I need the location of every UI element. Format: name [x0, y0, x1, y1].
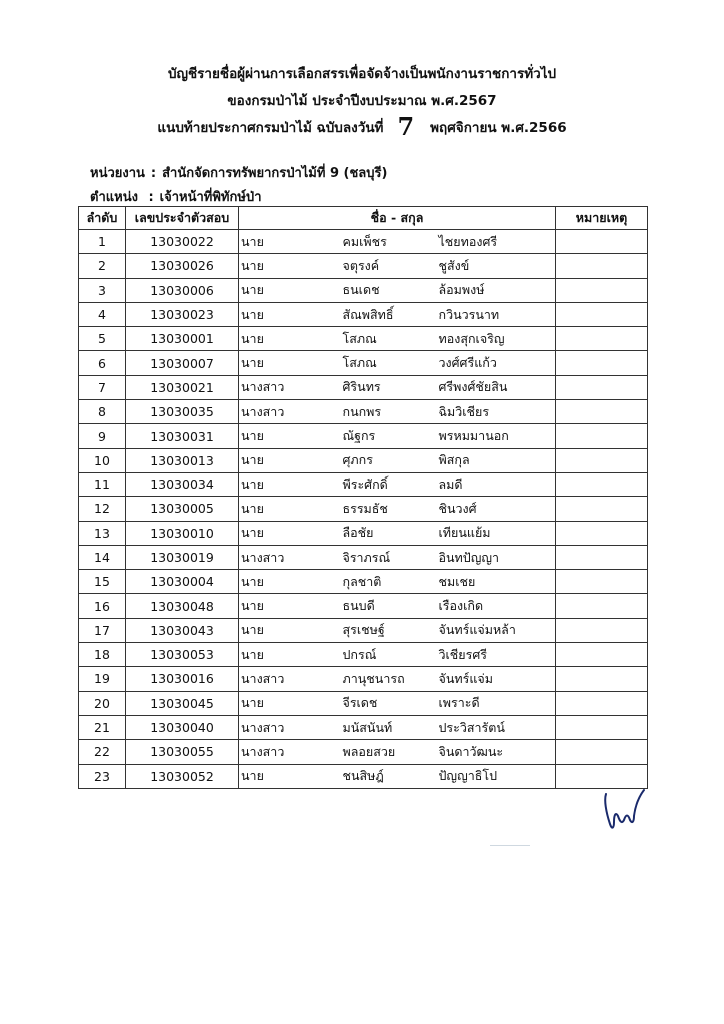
row-order: 12 — [79, 497, 126, 521]
row-first-name: ภานุชนารถ — [325, 667, 437, 691]
row-name-title: นาย — [239, 424, 325, 448]
row-name-title: นาย — [239, 497, 325, 521]
row-exam-id: 13030048 — [126, 594, 239, 618]
table-row — [79, 715, 648, 739]
row-order: 23 — [79, 764, 126, 788]
position-value: เจ้าหน้าที่พิทักษ์ป่า — [159, 190, 262, 205]
row-last-name: ปัญญาธิโป — [437, 764, 556, 788]
row-name-title: นาย — [239, 472, 325, 496]
table-row — [79, 667, 648, 691]
row-last-name: จินดาวัฒนะ — [437, 740, 556, 764]
row-first-name: กนกพร — [325, 400, 437, 424]
row-exam-id: 13030019 — [126, 545, 239, 569]
row-last-name: พิสกุล — [437, 448, 556, 472]
row-order: 3 — [79, 278, 126, 302]
row-first-name: สัณพสิทธิ์ — [325, 302, 437, 326]
candidate-table — [78, 206, 648, 789]
row-last-name: ชูสังข์ — [437, 254, 556, 278]
row-last-name: วิเชียรศรี — [437, 643, 556, 667]
row-remarks — [556, 764, 648, 788]
row-last-name: กวินวรนาท — [437, 302, 556, 326]
row-name-title: นางสาว — [239, 400, 325, 424]
row-order: 17 — [79, 618, 126, 642]
row-exam-id: 13030031 — [126, 424, 239, 448]
row-remarks — [556, 375, 648, 399]
row-exam-id: 13030005 — [126, 497, 239, 521]
unit-label: หน่วยงาน — [90, 166, 145, 181]
row-last-name: อินทปัญญา — [437, 545, 556, 569]
row-remarks — [556, 472, 648, 496]
position-label: ตำแหน่ง — [90, 190, 138, 205]
row-order: 9 — [79, 424, 126, 448]
row-name-title: นางสาว — [239, 375, 325, 399]
row-exam-id: 13030052 — [126, 764, 239, 788]
row-remarks — [556, 400, 648, 424]
row-first-name: ชนสิษฎ์ — [325, 764, 437, 788]
row-first-name: ธนบดี — [325, 594, 437, 618]
table-row — [79, 448, 648, 472]
row-order: 14 — [79, 545, 126, 569]
row-remarks — [556, 254, 648, 278]
row-order: 11 — [79, 472, 126, 496]
row-order: 8 — [79, 400, 126, 424]
row-order: 13 — [79, 521, 126, 545]
row-name-title: นาย — [239, 230, 325, 254]
header-exam-id: เลขประจำตัวสอบ — [126, 207, 239, 230]
row-exam-id: 13030007 — [126, 351, 239, 375]
row-order: 4 — [79, 302, 126, 326]
row-first-name: ศิรินทร — [325, 375, 437, 399]
row-name-title: นาย — [239, 254, 325, 278]
row-last-name: ชินวงศ์ — [437, 497, 556, 521]
document-title-line-2: ของกรมป่าไม้ ประจำปีงบประมาณ พ.ศ.2567 — [227, 93, 497, 109]
row-last-name: ฉิมวิเชียร — [437, 400, 556, 424]
row-exam-id: 13030021 — [126, 375, 239, 399]
document-title-line-1: บัญชีรายชื่อผู้ผ่านการเลือกสรรเพื่อจัดจ้างเป็นพนักงานราชการทั่วไป — [167, 66, 557, 82]
row-remarks — [556, 594, 648, 618]
row-remarks — [556, 740, 648, 764]
row-order: 7 — [79, 375, 126, 399]
row-name-title: นาย — [239, 764, 325, 788]
row-order: 21 — [79, 715, 126, 739]
table-row — [79, 327, 648, 351]
row-first-name: พลอยสวย — [325, 740, 437, 764]
row-name-title: นางสาว — [239, 667, 325, 691]
row-remarks — [556, 302, 648, 326]
row-exam-id: 13030053 — [126, 643, 239, 667]
row-remarks — [556, 715, 648, 739]
row-exam-id: 13030004 — [126, 570, 239, 594]
position-line: ตำแหน่ง : เจ้าหน้าที่พิทักษ์ป่า — [90, 190, 262, 205]
unit-value: สำนักจัดการทรัพยากรป่าไม้ที่ 9 (ชลบุรี) — [162, 166, 388, 181]
row-name-title: นาย — [239, 643, 325, 667]
row-remarks — [556, 618, 648, 642]
row-name-title: นาย — [239, 691, 325, 715]
row-last-name: เพราะดี — [437, 691, 556, 715]
table-row — [79, 351, 648, 375]
row-first-name: กุลชาติ — [325, 570, 437, 594]
row-last-name: ทองสุกเจริญ — [437, 327, 556, 351]
row-first-name: ธนเดช — [325, 278, 437, 302]
row-last-name: ประวิสารัตน์ — [437, 715, 556, 739]
row-last-name: ศรีพงศ์ชัยสิน — [437, 375, 556, 399]
row-exam-id: 13030006 — [126, 278, 239, 302]
row-last-name: พรหมมานอก — [437, 424, 556, 448]
row-remarks — [556, 545, 648, 569]
row-name-title: นาย — [239, 278, 325, 302]
row-name-title: นางสาว — [239, 715, 325, 739]
row-exam-id: 13030034 — [126, 472, 239, 496]
row-remarks — [556, 327, 648, 351]
row-last-name: จันทร์แจ่ม — [437, 667, 556, 691]
row-remarks — [556, 643, 648, 667]
row-order: 22 — [79, 740, 126, 764]
row-exam-id: 13030013 — [126, 448, 239, 472]
row-first-name: ณัฐกร — [325, 424, 437, 448]
row-name-title: นาย — [239, 618, 325, 642]
row-remarks — [556, 497, 648, 521]
row-order: 5 — [79, 327, 126, 351]
table-row — [79, 254, 648, 278]
row-exam-id: 13030043 — [126, 618, 239, 642]
row-last-name: วงศ์ศรีแก้ว — [437, 351, 556, 375]
row-order: 10 — [79, 448, 126, 472]
table-row — [79, 400, 648, 424]
table-row — [79, 497, 648, 521]
divider — [490, 845, 530, 846]
table-header-row — [79, 207, 648, 230]
row-order: 6 — [79, 351, 126, 375]
table-row — [79, 740, 648, 764]
row-name-title: นาย — [239, 302, 325, 326]
row-first-name: คมเพ็ชร — [325, 230, 437, 254]
row-last-name: ชมเชย — [437, 570, 556, 594]
row-name-title: นาย — [239, 521, 325, 545]
row-exam-id: 13030055 — [126, 740, 239, 764]
row-exam-id: 13030001 — [126, 327, 239, 351]
row-remarks — [556, 230, 648, 254]
row-remarks — [556, 278, 648, 302]
row-first-name: มนัสนันท์ — [325, 715, 437, 739]
header-remarks: หมายเหตุ — [556, 207, 648, 230]
row-exam-id: 13030023 — [126, 302, 239, 326]
row-exam-id: 13030040 — [126, 715, 239, 739]
row-name-title: นาย — [239, 570, 325, 594]
table-row — [79, 643, 648, 667]
row-last-name: จันทร์แจ่มหล้า — [437, 618, 556, 642]
table-row — [79, 570, 648, 594]
row-order: 2 — [79, 254, 126, 278]
row-name-title: นางสาว — [239, 545, 325, 569]
row-first-name: พีระศักดิ์ — [325, 472, 437, 496]
row-first-name: จีรเดช — [325, 691, 437, 715]
row-exam-id: 13030035 — [126, 400, 239, 424]
row-exam-id: 13030016 — [126, 667, 239, 691]
table-row — [79, 691, 648, 715]
announcement-day: 7 — [397, 112, 415, 141]
row-exam-id: 13030022 — [126, 230, 239, 254]
table-row — [79, 302, 648, 326]
table-row — [79, 618, 648, 642]
row-first-name: สุรเชษฐ์ — [325, 618, 437, 642]
row-order: 20 — [79, 691, 126, 715]
row-exam-id: 13030045 — [126, 691, 239, 715]
table-row — [79, 521, 648, 545]
table-row — [79, 764, 648, 788]
row-last-name: ลมดี — [437, 472, 556, 496]
table-row — [79, 278, 648, 302]
row-last-name: เทียนแย้ม — [437, 521, 556, 545]
row-remarks — [556, 667, 648, 691]
row-remarks — [556, 424, 648, 448]
table-row — [79, 594, 648, 618]
row-name-title: นาย — [239, 448, 325, 472]
row-order: 1 — [79, 230, 126, 254]
table-body — [79, 230, 648, 789]
table-row — [79, 545, 648, 569]
row-first-name: จตุรงค์ — [325, 254, 437, 278]
row-remarks — [556, 691, 648, 715]
row-remarks — [556, 570, 648, 594]
table-row — [79, 472, 648, 496]
row-remarks — [556, 521, 648, 545]
row-name-title: นางสาว — [239, 740, 325, 764]
row-first-name: ลือชัย — [325, 521, 437, 545]
row-last-name: เรืองเกิด — [437, 594, 556, 618]
row-first-name: ปกรณ์ — [325, 643, 437, 667]
row-order: 16 — [79, 594, 126, 618]
row-order: 19 — [79, 667, 126, 691]
announcement-date-suffix: พฤศจิกายน พ.ศ.2566 — [430, 120, 567, 136]
table-row — [79, 424, 648, 448]
row-remarks — [556, 448, 648, 472]
row-first-name: โสภณ — [325, 327, 437, 351]
row-first-name: ธรรมธัช — [325, 497, 437, 521]
header-full-name: ชื่อ - สกุล — [239, 207, 556, 230]
row-last-name: ล้อมพงษ์ — [437, 278, 556, 302]
row-order: 18 — [79, 643, 126, 667]
row-name-title: นาย — [239, 327, 325, 351]
table-row — [79, 230, 648, 254]
table-row — [79, 375, 648, 399]
row-first-name: จิราภรณ์ — [325, 545, 437, 569]
row-exam-id: 13030026 — [126, 254, 239, 278]
unit-line: หน่วยงาน : สำนักจัดการทรัพยากรป่าไม้ที่ 9 (ชลบุรี) — [90, 166, 388, 181]
header-order: ลำดับ — [79, 207, 126, 230]
document-title-line-3 — [0, 112, 724, 141]
handwritten-signature — [600, 786, 650, 832]
announcement-date-prefix: แนบท้ายประกาศกรมป่าไม้ ฉบับลงวันที่ — [157, 120, 384, 136]
row-last-name: ไชยทองศรี — [437, 230, 556, 254]
row-name-title: นาย — [239, 351, 325, 375]
row-order: 15 — [79, 570, 126, 594]
row-exam-id: 13030010 — [126, 521, 239, 545]
row-remarks — [556, 351, 648, 375]
row-first-name: ศุภกร — [325, 448, 437, 472]
row-first-name: โสภณ — [325, 351, 437, 375]
row-name-title: นาย — [239, 594, 325, 618]
